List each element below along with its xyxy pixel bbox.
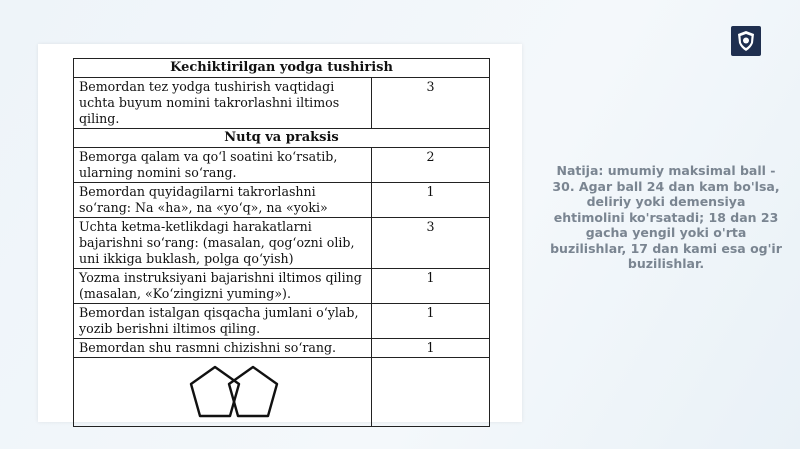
table-row [74, 304, 490, 339]
table-row [74, 78, 490, 129]
item-score: 3 [372, 78, 490, 129]
figure-score-cell [372, 358, 490, 427]
table-row [74, 148, 490, 183]
item-text: Uchta ketma-ketlikdagi harakatlarni bajarishni so‘rang: (masalan, qog‘ozni olib, uni ikkiga buklash, polga qo‘yish) [74, 218, 372, 269]
item-score: 3 [372, 218, 490, 269]
item-text: Bemorga qalam va qo‘l soatini ko‘rsatib, ularning nomini so‘rang. [74, 148, 372, 183]
intersecting-pentagons-icon [189, 365, 289, 421]
table-row [74, 269, 490, 304]
item-text: Bemordan tez yodga tushirish vaqtidagi uchta buyum nomini takrorlashni iltimos qiling. [74, 78, 372, 129]
item-score: 1 [372, 269, 490, 304]
item-text: Bemordan shu rasmni chizishni so‘rang. [74, 339, 372, 358]
item-score: 1 [372, 339, 490, 358]
item-text: Yozma instruksiyani bajarishni iltimos qiling (masalan, «Ko‘zingizni yuming»). [74, 269, 372, 304]
section-title: Kechiktirilgan yodga tushirish [74, 59, 490, 78]
section-header-row [74, 129, 490, 148]
item-text: Bemordan istalgan qisqacha jumlani o‘ylab, yozib berishni iltimos qiling. [74, 304, 372, 339]
assessment-table [73, 58, 490, 427]
item-score: 1 [372, 183, 490, 218]
section-title: Nutq va praksis [74, 129, 490, 148]
figure-row [74, 358, 490, 427]
shield-emblem-icon [731, 26, 761, 56]
figure-cell [74, 358, 372, 427]
document-scan [38, 44, 522, 422]
section-header-row [74, 59, 490, 78]
table-row [74, 218, 490, 269]
table-row [74, 183, 490, 218]
table-row [74, 339, 490, 358]
result-note: Natija: umumiy maksimal ball - 30. Agar ball 24 dan kam bo'lsa, deliriy yoki demensiya ehtimolini ko'rsatadi; 18 dan 23 gacha yengil yoki o'rta buzilishlar, 17 dan kami esa og'ir buzilishlar. [550, 163, 782, 271]
item-score: 2 [372, 148, 490, 183]
item-score: 1 [372, 304, 490, 339]
item-text: Bemordan quyidagilarni takrorlashni so‘rang: Na «ha», na «yo‘q», na «yoki» [74, 183, 372, 218]
